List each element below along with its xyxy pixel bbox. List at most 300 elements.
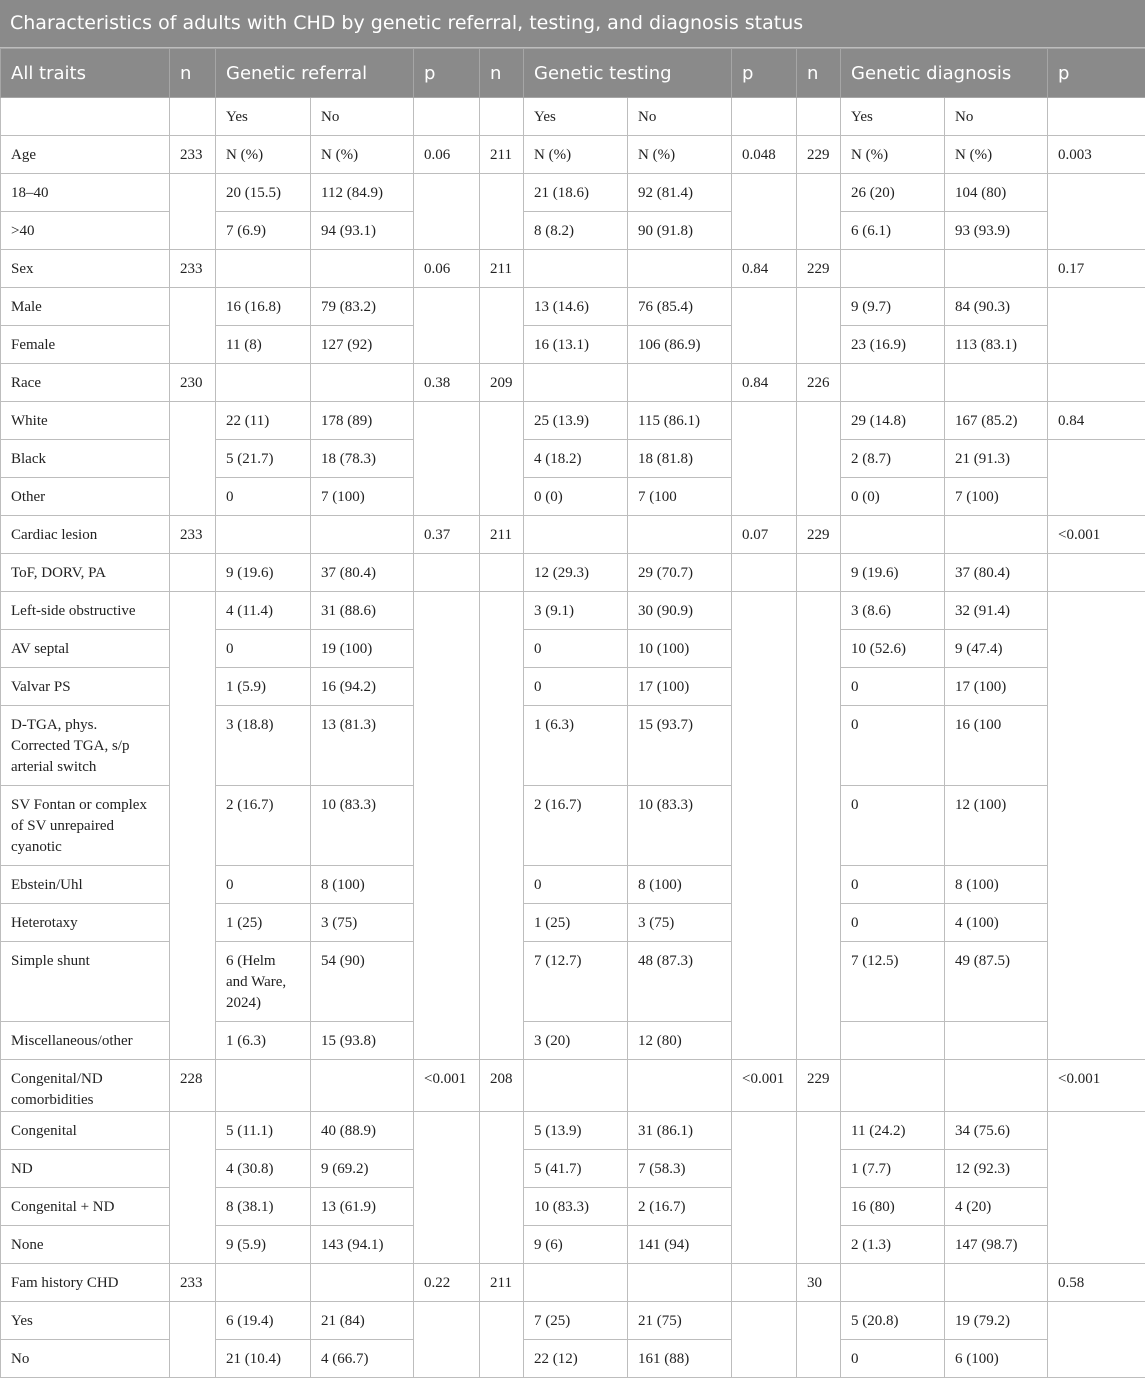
cell-referral-yes: 9 (5.9) bbox=[216, 1226, 311, 1264]
cell-n-testing bbox=[480, 174, 524, 250]
row-label: White bbox=[1, 402, 170, 440]
cell-diagnosis-no bbox=[945, 250, 1048, 288]
cell-n-referral bbox=[170, 288, 216, 364]
cell-p-referral bbox=[414, 1112, 480, 1264]
cell-diagnosis-no: 167 (85.2) bbox=[945, 402, 1048, 440]
table-row bbox=[1, 1302, 1145, 1340]
cell-diagnosis-no: 19 (79.2) bbox=[945, 1302, 1048, 1340]
cell-testing-yes: 13 (14.6) bbox=[524, 288, 628, 326]
cell-referral-yes: 6 (19.4) bbox=[216, 1302, 311, 1340]
cell-n-referral bbox=[170, 174, 216, 250]
cell-referral-yes: 5 (11.1) bbox=[216, 1112, 311, 1150]
cell-testing-no bbox=[628, 1060, 732, 1112]
cell-referral-no: 13 (81.3) bbox=[311, 706, 414, 786]
row-label: Left-side obstructive bbox=[1, 592, 170, 630]
header-n-testing: n bbox=[480, 49, 524, 98]
cell-testing-yes: 0 bbox=[524, 630, 628, 668]
row-label: ND bbox=[1, 1150, 170, 1188]
cell-p-diagnosis bbox=[1048, 288, 1145, 364]
row-label: Ebstein/Uhl bbox=[1, 866, 170, 904]
cell-p-testing bbox=[732, 402, 797, 516]
row-label: Valvar PS bbox=[1, 668, 170, 706]
cell-testing-no: 17 (100) bbox=[628, 668, 732, 706]
cell-diagnosis-yes bbox=[841, 250, 945, 288]
cell-p-referral bbox=[414, 554, 480, 592]
cell-diagnosis-no: 4 (100) bbox=[945, 904, 1048, 942]
header-n-referral: n bbox=[170, 49, 216, 98]
row-label: Simple shunt bbox=[1, 942, 170, 1022]
cell-diagnosis-yes bbox=[841, 516, 945, 554]
cell-diagnosis-no bbox=[945, 364, 1048, 402]
cell-testing-no: 161 (88) bbox=[628, 1340, 732, 1378]
cell-testing-no: 106 (86.9) bbox=[628, 326, 732, 364]
cell-referral-no: 18 (78.3) bbox=[311, 440, 414, 478]
cell-diagnosis-yes: 26 (20) bbox=[841, 174, 945, 212]
cell-referral-yes: 21 (10.4) bbox=[216, 1340, 311, 1378]
cell-p-testing: 0.07 bbox=[732, 516, 797, 554]
cell-referral-no: 19 (100) bbox=[311, 630, 414, 668]
row-label: Miscellaneous/other bbox=[1, 1022, 170, 1060]
cell-n-testing bbox=[480, 288, 524, 364]
cell-testing-no bbox=[628, 1264, 732, 1302]
cell-referral-yes: 1 (6.3) bbox=[216, 1022, 311, 1060]
cell-p-testing: 0.048 bbox=[732, 136, 797, 174]
cell-p-testing bbox=[732, 554, 797, 592]
table-row bbox=[1, 136, 1145, 174]
row-label: Age bbox=[1, 136, 170, 174]
cell-diagnosis-yes: 29 (14.8) bbox=[841, 402, 945, 440]
cell-referral-yes: 16 (16.8) bbox=[216, 288, 311, 326]
table-row bbox=[1, 174, 1145, 212]
cell-p-testing: <0.001 bbox=[732, 1060, 797, 1112]
cell-p-referral: 0.38 bbox=[414, 364, 480, 402]
cell-n-referral: 233 bbox=[170, 250, 216, 288]
cell-diagnosis-yes: 9 (19.6) bbox=[841, 554, 945, 592]
table-row bbox=[1, 1112, 1145, 1150]
row-label: Other bbox=[1, 478, 170, 516]
cell-p-diagnosis: 0.84 bbox=[1048, 402, 1145, 440]
cell-p-diagnosis bbox=[1048, 440, 1145, 516]
cell-n-diagnosis: 229 bbox=[797, 516, 841, 554]
cell-p-diagnosis bbox=[1048, 1112, 1145, 1264]
cell-n-diagnosis bbox=[797, 554, 841, 592]
cell-testing-yes: 5 (41.7) bbox=[524, 1150, 628, 1188]
header-genetic-diagnosis: Genetic diagnosis bbox=[841, 49, 1048, 98]
cell-testing-no bbox=[628, 364, 732, 402]
cell-testing-no: 2 (16.7) bbox=[628, 1188, 732, 1226]
cell-diagnosis-no: 84 (90.3) bbox=[945, 288, 1048, 326]
row-label: D-TGA, phys. Corrected TGA, s/p arterial switch bbox=[1, 706, 170, 786]
cell-diagnosis-no: 104 (80) bbox=[945, 174, 1048, 212]
row-label: None bbox=[1, 1226, 170, 1264]
cell-referral-yes bbox=[216, 250, 311, 288]
cell-referral-no: 94 (93.1) bbox=[311, 212, 414, 250]
cell-diagnosis-yes bbox=[841, 1022, 945, 1060]
cell-p-testing: 0.84 bbox=[732, 250, 797, 288]
cell-testing-no: 10 (100) bbox=[628, 630, 732, 668]
table-row bbox=[1, 250, 1145, 288]
cell-referral-no bbox=[311, 516, 414, 554]
cell-n-diagnosis bbox=[797, 174, 841, 250]
cell-testing-no: 48 (87.3) bbox=[628, 942, 732, 1022]
cell-p-referral: <0.001 bbox=[414, 1060, 480, 1112]
row-label: ToF, DORV, PA bbox=[1, 554, 170, 592]
cell-n-testing bbox=[480, 554, 524, 592]
cell-testing-yes: 12 (29.3) bbox=[524, 554, 628, 592]
cell-p-referral: 0.22 bbox=[414, 1264, 480, 1302]
characteristics-table bbox=[0, 48, 1145, 1378]
row-label: Fam history CHD bbox=[1, 1264, 170, 1302]
cell-testing-yes: N (%) bbox=[524, 136, 628, 174]
subheader-row bbox=[1, 98, 1145, 136]
subheader-testing-yes: Yes bbox=[524, 98, 628, 136]
cell-testing-yes: 7 (25) bbox=[524, 1302, 628, 1340]
cell-referral-no: 40 (88.9) bbox=[311, 1112, 414, 1150]
cell-diagnosis-no: 12 (100) bbox=[945, 786, 1048, 866]
cell-testing-yes: 5 (13.9) bbox=[524, 1112, 628, 1150]
cell-diagnosis-yes: 9 (9.7) bbox=[841, 288, 945, 326]
cell-referral-no bbox=[311, 1264, 414, 1302]
cell-n-testing: 211 bbox=[480, 1264, 524, 1302]
table-row bbox=[1, 364, 1145, 402]
cell-diagnosis-no: 37 (80.4) bbox=[945, 554, 1048, 592]
cell-testing-yes: 16 (13.1) bbox=[524, 326, 628, 364]
cell-testing-no: N (%) bbox=[628, 136, 732, 174]
cell-testing-yes: 0 bbox=[524, 668, 628, 706]
cell-diagnosis-yes: 1 (7.7) bbox=[841, 1150, 945, 1188]
cell-p-diagnosis: <0.001 bbox=[1048, 1060, 1145, 1112]
cell-diagnosis-yes: 23 (16.9) bbox=[841, 326, 945, 364]
cell-referral-yes: N (%) bbox=[216, 136, 311, 174]
cell-testing-no: 7 (100 bbox=[628, 478, 732, 516]
cell-n-testing: 208 bbox=[480, 1060, 524, 1112]
cell-n-referral bbox=[170, 1112, 216, 1264]
cell-diagnosis-no bbox=[945, 1060, 1048, 1112]
cell-testing-yes: 10 (83.3) bbox=[524, 1188, 628, 1226]
cell-referral-yes: 4 (11.4) bbox=[216, 592, 311, 630]
cell-testing-yes: 1 (6.3) bbox=[524, 706, 628, 786]
cell-referral-no: 3 (75) bbox=[311, 904, 414, 942]
cell-diagnosis-no: 21 (91.3) bbox=[945, 440, 1048, 478]
header-p-diagnosis: p bbox=[1048, 49, 1145, 98]
table-row bbox=[1, 516, 1145, 554]
cell-n-referral: 228 bbox=[170, 1060, 216, 1112]
cell-n-diagnosis bbox=[797, 592, 841, 1060]
header-all-traits: All traits bbox=[1, 49, 170, 98]
cell-referral-no: 8 (100) bbox=[311, 866, 414, 904]
cell-testing-yes: 4 (18.2) bbox=[524, 440, 628, 478]
cell-p-referral: 0.37 bbox=[414, 516, 480, 554]
cell-diagnosis-yes: 11 (24.2) bbox=[841, 1112, 945, 1150]
cell-testing-no: 8 (100) bbox=[628, 866, 732, 904]
row-label: Cardiac lesion bbox=[1, 516, 170, 554]
subheader-referral-no: No bbox=[311, 98, 414, 136]
header-row bbox=[1, 49, 1145, 98]
subheader-diagnosis-yes: Yes bbox=[841, 98, 945, 136]
cell-n-testing: 209 bbox=[480, 364, 524, 402]
cell-p-diagnosis bbox=[1048, 174, 1145, 250]
table-row bbox=[1, 402, 1145, 440]
cell-p-diagnosis: 0.003 bbox=[1048, 136, 1145, 174]
row-label: Female bbox=[1, 326, 170, 364]
cell-referral-no: 9 (69.2) bbox=[311, 1150, 414, 1188]
cell-diagnosis-no: 49 (87.5) bbox=[945, 942, 1048, 1022]
cell-testing-no bbox=[628, 250, 732, 288]
cell-referral-yes: 11 (8) bbox=[216, 326, 311, 364]
cell-diagnosis-yes: 6 (6.1) bbox=[841, 212, 945, 250]
header-n-diagnosis: n bbox=[797, 49, 841, 98]
cell-testing-no: 3 (75) bbox=[628, 904, 732, 942]
cell-referral-no bbox=[311, 1060, 414, 1112]
cell-diagnosis-no: 16 (100 bbox=[945, 706, 1048, 786]
cell-testing-yes bbox=[524, 250, 628, 288]
cell-n-referral: 233 bbox=[170, 136, 216, 174]
cell-n-diagnosis: 229 bbox=[797, 1060, 841, 1112]
cell-diagnosis-yes: 0 bbox=[841, 706, 945, 786]
cell-n-referral bbox=[170, 402, 216, 516]
cell-referral-no: 31 (88.6) bbox=[311, 592, 414, 630]
cell-n-testing bbox=[480, 402, 524, 516]
cell-testing-no: 90 (91.8) bbox=[628, 212, 732, 250]
cell-p-referral: 0.06 bbox=[414, 136, 480, 174]
cell-diagnosis-yes bbox=[841, 1264, 945, 1302]
cell-n-testing: 211 bbox=[480, 516, 524, 554]
cell-testing-no: 12 (80) bbox=[628, 1022, 732, 1060]
cell-diagnosis-yes bbox=[841, 1060, 945, 1112]
cell-diagnosis-yes: 0 bbox=[841, 786, 945, 866]
row-label: Race bbox=[1, 364, 170, 402]
cell-n-diagnosis bbox=[797, 1112, 841, 1264]
row-label: Heterotaxy bbox=[1, 904, 170, 942]
cell-p-testing bbox=[732, 1264, 797, 1302]
cell-testing-no: 31 (86.1) bbox=[628, 1112, 732, 1150]
cell-diagnosis-no: N (%) bbox=[945, 136, 1048, 174]
subheader-testing-no: No bbox=[628, 98, 732, 136]
table-row bbox=[1, 554, 1145, 592]
cell-p-referral bbox=[414, 288, 480, 364]
row-label: >40 bbox=[1, 212, 170, 250]
cell-diagnosis-yes: 0 bbox=[841, 866, 945, 904]
subheader-diagnosis-no: No bbox=[945, 98, 1048, 136]
cell-diagnosis-no: 9 (47.4) bbox=[945, 630, 1048, 668]
cell-referral-yes: 3 (18.8) bbox=[216, 706, 311, 786]
table-row bbox=[1, 592, 1145, 630]
cell-diagnosis-yes: 2 (8.7) bbox=[841, 440, 945, 478]
cell-testing-no: 141 (94) bbox=[628, 1226, 732, 1264]
cell-n-testing: 211 bbox=[480, 250, 524, 288]
cell-diagnosis-yes: 0 bbox=[841, 668, 945, 706]
cell-referral-no: 112 (84.9) bbox=[311, 174, 414, 212]
cell-referral-yes: 4 (30.8) bbox=[216, 1150, 311, 1188]
cell-n-referral: 233 bbox=[170, 516, 216, 554]
row-label: AV septal bbox=[1, 630, 170, 668]
cell-p-referral bbox=[414, 174, 480, 250]
row-label: SV Fontan or complex of SV unrepaired cyanotic bbox=[1, 786, 170, 866]
cell-testing-no bbox=[628, 516, 732, 554]
cell-referral-no: 16 (94.2) bbox=[311, 668, 414, 706]
row-label: Black bbox=[1, 440, 170, 478]
cell-p-testing bbox=[732, 592, 797, 1060]
cell-referral-no: 127 (92) bbox=[311, 326, 414, 364]
cell-diagnosis-no: 7 (100) bbox=[945, 478, 1048, 516]
cell-n-diagnosis: 226 bbox=[797, 364, 841, 402]
cell-testing-no: 92 (81.4) bbox=[628, 174, 732, 212]
cell-diagnosis-yes: 5 (20.8) bbox=[841, 1302, 945, 1340]
cell-n-diagnosis: 229 bbox=[797, 136, 841, 174]
cell-diagnosis-no: 17 (100) bbox=[945, 668, 1048, 706]
cell-testing-yes: 25 (13.9) bbox=[524, 402, 628, 440]
cell-diagnosis-no bbox=[945, 1264, 1048, 1302]
cell-referral-yes: 0 bbox=[216, 478, 311, 516]
cell-diagnosis-yes: 2 (1.3) bbox=[841, 1226, 945, 1264]
header-genetic-testing: Genetic testing bbox=[524, 49, 732, 98]
cell-p-diagnosis bbox=[1048, 1302, 1145, 1378]
cell-referral-yes: 9 (19.6) bbox=[216, 554, 311, 592]
cell-p-referral: 0.06 bbox=[414, 250, 480, 288]
cell-referral-no bbox=[311, 250, 414, 288]
cell-referral-yes: 20 (15.5) bbox=[216, 174, 311, 212]
cell-referral-no: 7 (100) bbox=[311, 478, 414, 516]
table-row bbox=[1, 1060, 1145, 1112]
cell-diagnosis-yes: 0 bbox=[841, 1340, 945, 1378]
row-label: Sex bbox=[1, 250, 170, 288]
cell-diagnosis-no: 113 (83.1) bbox=[945, 326, 1048, 364]
cell-referral-yes: 2 (16.7) bbox=[216, 786, 311, 866]
cell-diagnosis-yes bbox=[841, 364, 945, 402]
cell-diagnosis-no: 147 (98.7) bbox=[945, 1226, 1048, 1264]
cell-referral-no: 4 (66.7) bbox=[311, 1340, 414, 1378]
header-genetic-referral: Genetic referral bbox=[216, 49, 414, 98]
cell-n-testing bbox=[480, 1112, 524, 1264]
cell-referral-yes: 0 bbox=[216, 630, 311, 668]
cell-diagnosis-yes: 10 (52.6) bbox=[841, 630, 945, 668]
cell-diagnosis-yes: N (%) bbox=[841, 136, 945, 174]
cell-n-diagnosis bbox=[797, 1302, 841, 1378]
cell-referral-yes: 22 (11) bbox=[216, 402, 311, 440]
header-p-testing: p bbox=[732, 49, 797, 98]
cell-testing-no: 29 (70.7) bbox=[628, 554, 732, 592]
cell-n-diagnosis: 30 bbox=[797, 1264, 841, 1302]
cell-referral-yes: 8 (38.1) bbox=[216, 1188, 311, 1226]
cell-referral-yes: 0 bbox=[216, 866, 311, 904]
cell-referral-no: 13 (61.9) bbox=[311, 1188, 414, 1226]
cell-referral-no: 143 (94.1) bbox=[311, 1226, 414, 1264]
row-label: 18–40 bbox=[1, 174, 170, 212]
cell-referral-no: 54 (90) bbox=[311, 942, 414, 1022]
row-label: Congenital/ND comorbidities bbox=[1, 1060, 170, 1112]
cell-testing-yes bbox=[524, 516, 628, 554]
cell-testing-yes: 0 bbox=[524, 866, 628, 904]
cell-diagnosis-no bbox=[945, 516, 1048, 554]
cell-referral-yes bbox=[216, 1264, 311, 1302]
header-p-referral: p bbox=[414, 49, 480, 98]
cell-referral-yes: 1 (25) bbox=[216, 904, 311, 942]
cell-referral-no: 79 (83.2) bbox=[311, 288, 414, 326]
cell-referral-yes: 6 (Helm and Ware, 2024) bbox=[216, 942, 311, 1022]
cell-referral-yes: 1 (5.9) bbox=[216, 668, 311, 706]
row-label: Congenital + ND bbox=[1, 1188, 170, 1226]
table-caption: Characteristics of adults with CHD by genetic referral, testing, and diagnosis status bbox=[0, 0, 1145, 48]
cell-p-referral bbox=[414, 592, 480, 1060]
cell-referral-no: 10 (83.3) bbox=[311, 786, 414, 866]
cell-testing-no: 21 (75) bbox=[628, 1302, 732, 1340]
cell-diagnosis-no: 93 (93.9) bbox=[945, 212, 1048, 250]
row-label: Male bbox=[1, 288, 170, 326]
cell-referral-no: 178 (89) bbox=[311, 402, 414, 440]
cell-referral-yes bbox=[216, 516, 311, 554]
table-row bbox=[1, 288, 1145, 326]
cell-testing-yes: 8 (8.2) bbox=[524, 212, 628, 250]
cell-n-referral bbox=[170, 1302, 216, 1378]
cell-referral-no: N (%) bbox=[311, 136, 414, 174]
cell-n-referral: 233 bbox=[170, 1264, 216, 1302]
cell-testing-yes: 7 (12.7) bbox=[524, 942, 628, 1022]
cell-testing-yes: 3 (9.1) bbox=[524, 592, 628, 630]
cell-p-diagnosis: <0.001 bbox=[1048, 516, 1145, 554]
cell-referral-yes bbox=[216, 364, 311, 402]
cell-p-referral bbox=[414, 402, 480, 516]
cell-referral-no bbox=[311, 364, 414, 402]
cell-p-diagnosis bbox=[1048, 554, 1145, 592]
cell-diagnosis-no: 4 (20) bbox=[945, 1188, 1048, 1226]
cell-p-diagnosis: 0.58 bbox=[1048, 1264, 1145, 1302]
cell-n-diagnosis bbox=[797, 402, 841, 516]
cell-diagnosis-yes: 0 bbox=[841, 904, 945, 942]
cell-n-testing: 211 bbox=[480, 136, 524, 174]
cell-n-testing bbox=[480, 592, 524, 1060]
cell-p-testing bbox=[732, 174, 797, 250]
subheader-referral-yes: Yes bbox=[216, 98, 311, 136]
cell-diagnosis-yes: 7 (12.5) bbox=[841, 942, 945, 1022]
cell-referral-no: 21 (84) bbox=[311, 1302, 414, 1340]
table-row bbox=[1, 1264, 1145, 1302]
cell-referral-yes bbox=[216, 1060, 311, 1112]
row-label: Yes bbox=[1, 1302, 170, 1340]
cell-testing-yes: 21 (18.6) bbox=[524, 174, 628, 212]
cell-diagnosis-no: 12 (92.3) bbox=[945, 1150, 1048, 1188]
cell-referral-yes: 5 (21.7) bbox=[216, 440, 311, 478]
cell-testing-yes bbox=[524, 1264, 628, 1302]
cell-p-testing: 0.84 bbox=[732, 364, 797, 402]
cell-diagnosis-no bbox=[945, 1022, 1048, 1060]
cell-testing-yes: 1 (25) bbox=[524, 904, 628, 942]
cell-p-testing bbox=[732, 1112, 797, 1264]
cell-n-referral bbox=[170, 554, 216, 592]
cell-testing-yes: 22 (12) bbox=[524, 1340, 628, 1378]
cell-n-testing bbox=[480, 1302, 524, 1378]
cell-p-diagnosis bbox=[1048, 592, 1145, 1060]
cell-testing-no: 76 (85.4) bbox=[628, 288, 732, 326]
cell-n-diagnosis: 229 bbox=[797, 250, 841, 288]
cell-p-testing bbox=[732, 288, 797, 364]
cell-testing-yes: 9 (6) bbox=[524, 1226, 628, 1264]
cell-testing-yes: 0 (0) bbox=[524, 478, 628, 516]
cell-p-diagnosis: 0.17 bbox=[1048, 250, 1145, 288]
cell-n-referral: 230 bbox=[170, 364, 216, 402]
cell-testing-yes: 3 (20) bbox=[524, 1022, 628, 1060]
cell-diagnosis-yes: 16 (80) bbox=[841, 1188, 945, 1226]
cell-diagnosis-no: 8 (100) bbox=[945, 866, 1048, 904]
cell-diagnosis-no: 32 (91.4) bbox=[945, 592, 1048, 630]
cell-diagnosis-yes: 0 (0) bbox=[841, 478, 945, 516]
cell-testing-yes bbox=[524, 1060, 628, 1112]
row-label: No bbox=[1, 1340, 170, 1378]
cell-n-referral bbox=[170, 592, 216, 1060]
cell-p-diagnosis bbox=[1048, 364, 1145, 402]
cell-n-diagnosis bbox=[797, 288, 841, 364]
cell-testing-no: 15 (93.7) bbox=[628, 706, 732, 786]
cell-diagnosis-no: 6 (100) bbox=[945, 1340, 1048, 1378]
